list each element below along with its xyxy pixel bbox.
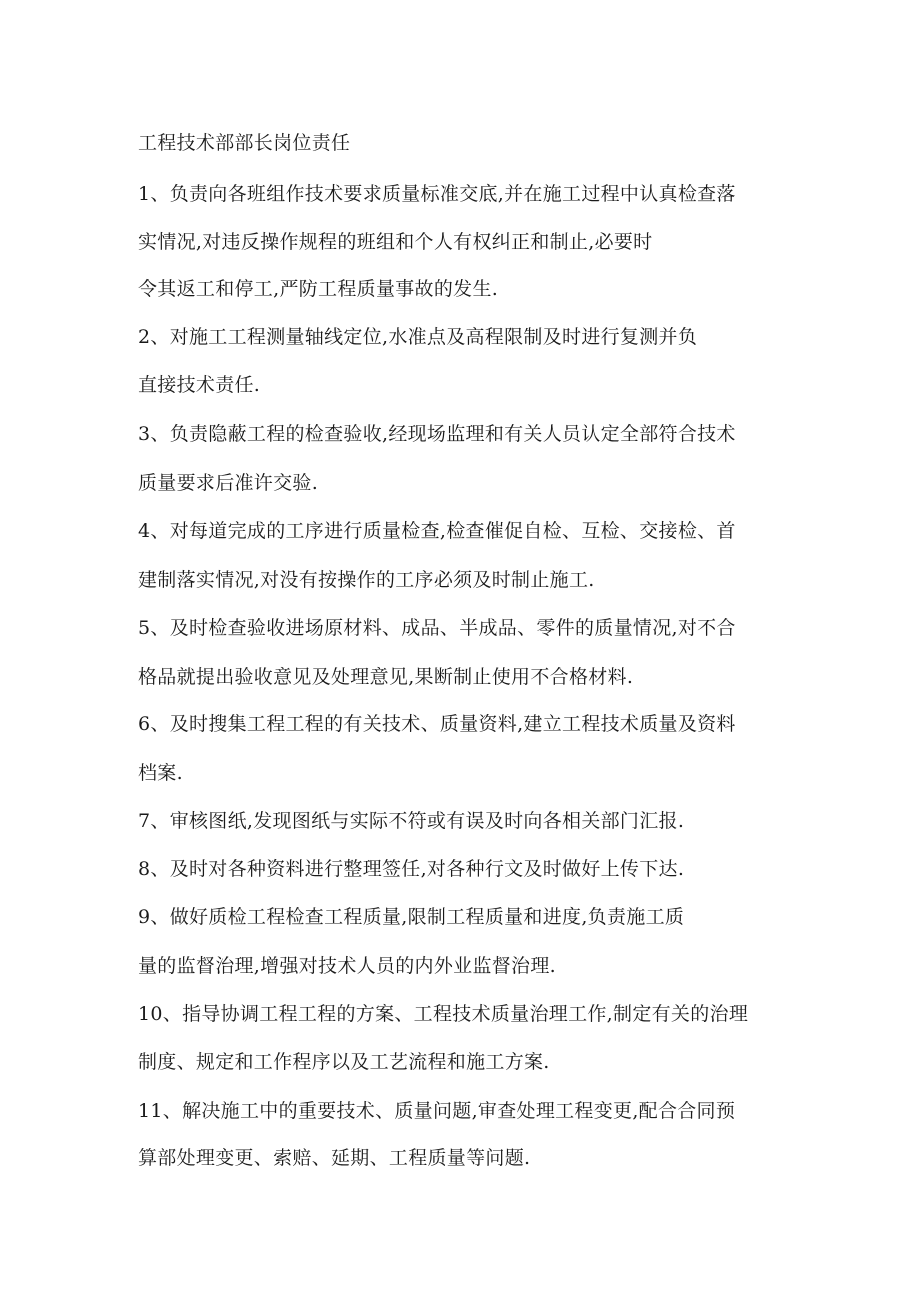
paragraph-line: 11、解决施工中的重要技术、质量问题,审查处理工程变更,配合合同预 [138, 1100, 736, 1122]
paragraph-line: 8、及时对各种资料进行整理签任,对各种行文及时做好上传下达. [138, 858, 685, 880]
paragraph-line: 算部处理变更、索赔、延期、工程质量等问题. [138, 1147, 531, 1169]
paragraph-line: 4、对每道完成的工序进行质量检查,检查催促自检、互检、交接检、首 [138, 520, 736, 542]
paragraph-line: 7、审核图纸,发现图纸与实际不符或有误及时向各相关部门汇报. [138, 810, 685, 832]
paragraph-line: 档案. [138, 762, 183, 784]
paragraph-line: 制度、规定和工作程序以及工艺流程和施工方案. [138, 1051, 550, 1073]
paragraph-line: 5、及时检查验收进场原材料、成品、半成品、零件的质量情况,对不合 [138, 617, 736, 639]
paragraph-line: 1、负责向各班组作技术要求质量标准交底,并在施工过程中认真检查落 [138, 183, 736, 205]
paragraph-line: 量的监督治理,增强对技术人员的内外业监督治理. [138, 955, 556, 977]
paragraph-line: 3、负责隐蔽工程的检查验收,经现场监理和有关人员认定全部符合技术 [138, 423, 736, 445]
paragraph-line: 9、做好质检工程检查工程质量,限制工程质量和进度,负责施工质 [138, 906, 685, 928]
paragraph-line: 建制落实情况,对没有按操作的工序必须及时制止施工. [138, 569, 595, 591]
paragraph-line: 2、对施工工程测量轴线定位,水准点及高程限制及时进行复测并负 [138, 326, 698, 348]
paragraph-line: 10、指导协调工程工程的方案、工程技术质量治理工作,制定有关的治理 [138, 1003, 749, 1025]
paragraph-line: 质量要求后准许交验. [138, 472, 319, 494]
paragraph-line: 实情况,对违反操作规程的班组和个人有权纠正和制止,必要时 [138, 231, 653, 253]
paragraph-line: 格品就提出验收意见及处理意见,果断制止使用不合格材料. [138, 666, 634, 688]
document-title: 工程技术部部长岗位责任 [138, 132, 351, 154]
paragraph-line: 直接技术责任. [138, 374, 261, 396]
paragraph-line: 6、及时搜集工程工程的有关技术、质量资料,建立工程技术质量及资料 [138, 713, 736, 735]
paragraph-line: 令其返工和停工,严防工程质量事故的发生. [138, 278, 499, 300]
